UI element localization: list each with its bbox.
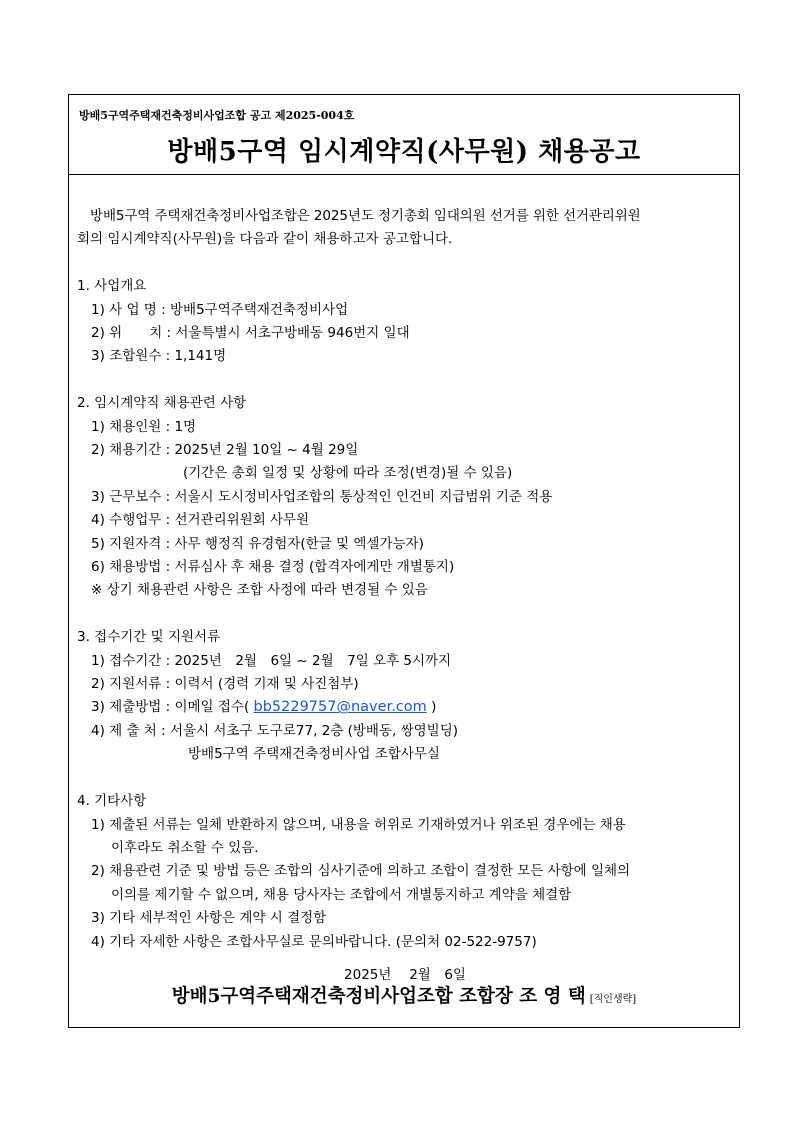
signature-line	[69, 982, 739, 1008]
section-3-item-4-cont: 방배5구역 주택재건축정비사업 조합사무실	[188, 746, 440, 763]
email-link[interactable]: bb5229757@naver.com	[253, 699, 427, 716]
intro-line-2: 회의 임시계약직(사무원)을 다음과 같이 채용하고자 공고합니다.	[77, 231, 453, 248]
section-4-item-1-cont: 이후라도 취소할 수 있음.	[111, 839, 259, 856]
section-2-item-2: 2) 채용기간 : 2025년 2월 10일 ~ 4월 29일	[91, 442, 359, 459]
section-3-heading: 3. 접수기간 및 지원서류	[77, 629, 221, 646]
notice-document	[68, 94, 740, 1028]
section-2-item-2-note: (기간은 총회 일정 및 상황에 따라 조정(변경)될 수 있음)	[183, 465, 513, 482]
section-3-item-1: 1) 접수기간 : 2025년 2월 6일 ~ 2월 7일 오후 5시까지	[91, 652, 452, 669]
section-2-item-4: 4) 수행업무 : 선거관리위원회 사무원	[91, 512, 310, 529]
section-2-heading: 2. 임시계약직 채용관련 사항	[77, 395, 247, 412]
notice-body	[77, 205, 733, 987]
section-1-heading: 1. 사업개요	[77, 278, 147, 295]
section-1-item-3: 3) 조합원수 : 1,141명	[91, 348, 227, 365]
section-4-item-1: 1) 제출된 서류는 일체 반환하지 않으며, 내용을 허위로 기재하였거나 위조된 경우에는 채용	[91, 816, 626, 833]
stamp-omitted-note: [직인생략]	[589, 994, 637, 1005]
section-1-item-2: 2) 위 치 : 서울특별시 서초구방배동 946번지 일대	[91, 325, 410, 342]
section-3-item-3	[77, 696, 733, 719]
section-4-item-4: 4) 기타 자세한 사항은 조합사무실로 문의바랍니다. (문의처 02-522-9757)	[91, 933, 537, 950]
header-box	[69, 95, 739, 175]
submission-method-close: )	[426, 699, 437, 716]
section-2-item-1: 1) 채용인원 : 1명	[91, 418, 197, 435]
section-4-item-2-cont: 이의를 제기할 수 없으며, 채용 당사자는 조합에서 개별통지하고 계약을 체결함	[111, 886, 572, 903]
notice-date: 2025년 2월 6일	[344, 966, 466, 983]
intro-line-1: 방배5구역 주택재건축정비사업조합은 2025년도 정기총회 임대의원 선거를 위한 선거관리위원	[90, 208, 641, 224]
submission-method-label: 3) 제출방법 : 이메일 접수(	[91, 699, 254, 716]
section-2-item-3: 3) 근무보수 : 서울시 도시정비사업조합의 통상적인 인건비 지급범위 기준 적용	[91, 488, 553, 505]
page-title: 방배5구역 임시계약직(사무원) 채용공고	[167, 137, 641, 167]
section-3-item-4: 4) 제 출 처 : 서울시 서초구 도구로77, 2층 (방배동, 쌍영빌딩)	[91, 722, 459, 739]
section-2-item-5: 5) 지원자격 : 사무 행정직 유경험자(한글 및 엑셀가능자)	[91, 535, 424, 552]
notice-number: 방배5구역주택재건축정비사업조합 공고 제2025-004호	[79, 109, 355, 122]
section-4-item-2: 2) 채용관련 기준 및 방법 등은 조합의 심사기준에 의하고 조합이 결정한 모든 사항에 일체의	[91, 863, 631, 880]
section-1-item-1: 1) 사 업 명 : 방배5구역주택재건축정비사업	[91, 301, 349, 318]
section-4-item-3: 3) 기타 세부적인 사항은 계약 시 결정함	[91, 910, 327, 927]
section-3-item-2: 2) 지원서류 : 이력서 (경력 기재 및 사진첨부)	[91, 676, 359, 693]
signature-name: 방배5구역주택재건축정비사업조합 조합장 조 영 택	[171, 986, 586, 1007]
section-2-item-6: 6) 채용방법 : 서류심사 후 채용 결정 (합격자에게만 개별통지)	[91, 559, 455, 576]
section-4-heading: 4. 기타사항	[77, 793, 147, 810]
section-2-note: ※ 상기 채용관련 사항은 조합 사정에 따라 변경될 수 있음	[91, 582, 428, 599]
